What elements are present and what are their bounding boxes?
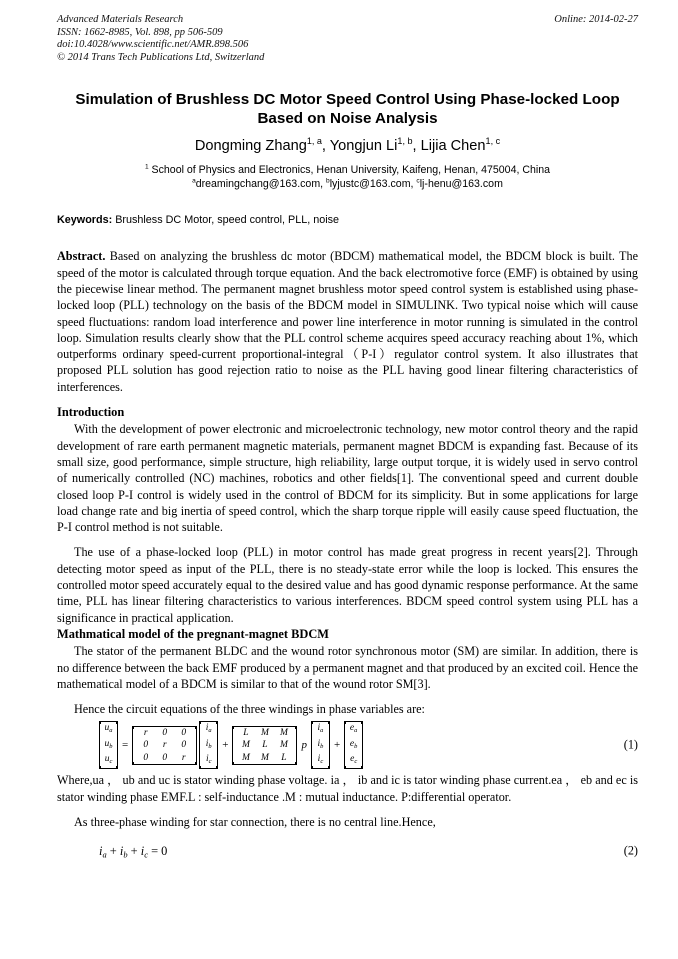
lm-cell-0-0: L: [243, 727, 249, 738]
equation-1-body: [57, 721, 638, 769]
r-cell-2-0: 0: [143, 752, 149, 763]
abstract-text: Based on analyzing the brushless dc motor (BDCM) mathematical model, the BDCM block is built. The speed of the motor is calculated through torque equation. And the back electromotive force (EMF) is obtained by using the piecewise linear method. The permanent magnet brushless motor speed control system is established using phase-locked loop (PLL) technology on the basis of the BDCM model in SIMULINK. Two typical noise which will cause speed fluctuations: random load interference and power line interference in motor running is simulated in the control loop. Simulation results clearly show that the PLL control scheme acquires speed accuracy reaching about 1%, which outperforms ordinary speed-current proportional-integral（P-I）regulator control system. It also illustrates that proposed PLL solution has good rejection ratio to noise as the PLL having good linear filtering characteristics of interferences.: [57, 249, 638, 394]
author-1-sep: ,: [321, 138, 330, 155]
eq2-i-a: i: [99, 844, 103, 859]
author-2-sep: ,: [412, 138, 421, 155]
email-2-sep: ,: [410, 178, 417, 191]
where-paragraph: Where,ua ， ub and uc is stator winding phase voltage. ia ， ib and ic is tator winding phase current.ea ， eb and ec is stator winding phase EMF.L : self-inductance .M : mutual inductance. P:differential operator.: [57, 773, 638, 804]
keywords-line: [57, 213, 638, 227]
lm-cell-2-1: M: [260, 752, 269, 763]
author-1-sup: 1, a: [306, 136, 322, 147]
i2-sym-c: i: [317, 753, 321, 764]
e-sym-b: e: [349, 738, 355, 749]
journal-issn-line: ISSN: 1662-8985, Vol. 898, pp 506-509: [57, 26, 223, 38]
affiliation: [57, 163, 638, 177]
author-3-name: Lijia Chen: [420, 138, 486, 155]
author-3-sup: 1, c: [485, 136, 501, 147]
author-2-sup: 1, b: [397, 136, 413, 147]
resistance-matrix: [132, 726, 197, 766]
author-list: [57, 137, 638, 155]
online-date: Online: 2014-02-27: [554, 14, 638, 25]
i1-sym-a: i: [205, 723, 209, 734]
u-sub-c: c: [109, 757, 113, 765]
u-vector: [99, 721, 118, 769]
i1-sub-c: c: [208, 757, 212, 765]
u-sub-b: b: [109, 742, 113, 750]
journal-name: Advanced Materials Research: [57, 14, 184, 25]
e-sub-c: c: [354, 757, 358, 765]
email-2-sup: b: [326, 177, 330, 185]
journal-header: [57, 14, 638, 64]
intro-paragraph-1: With the development of power electronic and microelectronic technology, new motor control theory and the rapid development of rare earth permanent magnetic materials, permanent magnet BDCM is expanding fast. Because of its small size, good performance, simple structure, high reliability, large output torque, it is widely used in servo control of numerically controlled (NC) machines, robotics and other fields[1]. The conventional speed and current double closed loop P-I control is widely used in the control of BDCM for its simplicity. But in some applications for large load change rate and big inertia of speed control, which the sharp torque ripple will easily cause speed fluctuation, the P-I control method is not suitable.: [57, 422, 638, 535]
equation-2-row: [57, 842, 638, 860]
u-sym-b: u: [104, 738, 110, 749]
r-cell-1-1: r: [162, 740, 167, 751]
i2-sub-c: c: [320, 757, 324, 765]
r-cell-1-0: 0: [143, 740, 149, 751]
lm-cell-1-0: M: [241, 740, 250, 751]
e-sym-c: e: [350, 753, 355, 764]
email-1-sep: ,: [320, 178, 327, 191]
equation-2-number: (2): [623, 843, 638, 858]
i1-sub-b: b: [208, 742, 212, 750]
e-sym-a: e: [349, 723, 355, 734]
lm-cell-1-1: L: [262, 740, 268, 751]
i1-sub-a: a: [208, 727, 212, 735]
equation-1-row: [57, 721, 638, 769]
inductance-matrix: [232, 726, 297, 766]
emf-vector: [344, 721, 363, 769]
lm-cell-2-2: L: [281, 752, 287, 763]
email-1-address[interactable]: dreamingchang@163.com: [195, 178, 321, 191]
equation-1-number: (1): [623, 737, 638, 752]
current-vector-2: [311, 721, 330, 769]
email-3-sup: c: [416, 177, 420, 185]
u-sym-a: u: [104, 723, 110, 734]
keywords-value: Brushless DC Motor, speed control, PLL, noise: [112, 214, 340, 227]
email-3-address[interactable]: lj-henu@163.com: [419, 178, 503, 191]
differential-operator: p: [301, 739, 307, 752]
email-2-address[interactable]: lyjustc@163.com: [329, 178, 411, 191]
eq2-i-c: i: [140, 844, 145, 859]
introduction-heading: Introduction: [57, 405, 125, 420]
model-paragraph-2: Hence the circuit equations of the three windings in phase variables are:: [74, 702, 425, 717]
r-cell-0-2: 0: [181, 727, 187, 738]
model-paragraph-1: The stator of the permanent BLDC and the wound rotor synchronous motor (SM) are similar. In addition, there is no difference between the back EMF produced by a permanent magnet and that produced by an excited coil. Hence the mathematical model of a BDCM is similar to that of the wound rotor SM[3].: [57, 644, 638, 691]
r-cell-1-2: 0: [181, 740, 187, 751]
e-sub-b: b: [354, 742, 358, 750]
journal-copyright-line: © 2014 Trans Tech Publications Ltd, Switzerland: [57, 51, 265, 63]
email-1-sup: a: [192, 177, 196, 185]
model-heading: Mathmatical model of the pregnant-magnet BDCM: [57, 626, 329, 641]
equation-2-expression: $i_a + i_b + i_c = 0$: [99, 844, 168, 860]
equals-sign: =: [122, 739, 129, 752]
author-emails: [57, 177, 638, 191]
eq2-equals-zero: = 0: [151, 844, 168, 859]
author-2-name: Yongjun Li: [329, 138, 398, 155]
plus-sign-2: +: [333, 739, 341, 752]
affiliation-sup: 1: [144, 163, 149, 171]
lm-cell-1-2: M: [279, 740, 288, 751]
journal-doi-line: doi:10.4028/www.scientific.net/AMR.898.506: [57, 39, 249, 51]
current-vector-1: [199, 721, 218, 769]
star-connection-paragraph: As three-phase winding for star connection, there is no central line.Hence,: [74, 814, 436, 829]
keywords-label: Keywords:: [57, 214, 113, 227]
eq2-sub-a: a: [102, 849, 107, 860]
u-sym-c: u: [104, 753, 110, 764]
i2-sym-b: i: [317, 738, 321, 749]
equation-2-body: [57, 842, 638, 860]
i2-sym-a: i: [317, 723, 321, 734]
u-sub-a: a: [109, 727, 113, 735]
r-cell-2-2: r: [181, 752, 186, 763]
r-cell-0-1: 0: [162, 727, 168, 738]
plus-sign-1: +: [222, 739, 229, 752]
i2-sub-a: a: [320, 727, 324, 735]
r-cell-0-0: r: [143, 727, 148, 738]
affiliation-text: School of Physics and Electronics, Henan University, Kaifeng, Henan, 475004, China: [148, 164, 551, 177]
e-sub-a: a: [354, 727, 358, 735]
abstract-label: Abstract.: [57, 249, 106, 264]
lm-cell-0-2: M: [279, 727, 288, 738]
eq2-sub-c: c: [144, 849, 148, 860]
page-title: Simulation of Brushless DC Motor Speed Control Using Phase-locked Loop Based on Noise Analysis: [75, 91, 620, 128]
abstract-paragraph: [57, 248, 638, 395]
i2-sub-b: b: [320, 742, 324, 750]
author-1-name: Dongming Zhang: [194, 138, 307, 155]
eq2-sub-b: b: [123, 849, 128, 860]
equation-1-matrix: [99, 721, 638, 769]
i1-sym-b: i: [205, 738, 209, 749]
r-cell-2-1: 0: [162, 752, 168, 763]
i1-sym-c: i: [205, 753, 209, 764]
intro-paragraph-2: The use of a phase-locked loop (PLL) in motor control has made great progress in recent years[2]. Through detecting motor speed as input of the PLL, there is no steady-state error while the loop is locked. This ensures the controlled motor speed accurately equal to the desired value and has good dynamic response performance. At the same time, PLL has linear filtering characteristics to various interferences. BDCM speed control system using PLL has a significance in practical application.: [57, 545, 638, 625]
lm-cell-2-0: M: [241, 752, 250, 763]
eq2-i-b: i: [119, 844, 124, 859]
lm-cell-0-1: M: [260, 727, 269, 738]
